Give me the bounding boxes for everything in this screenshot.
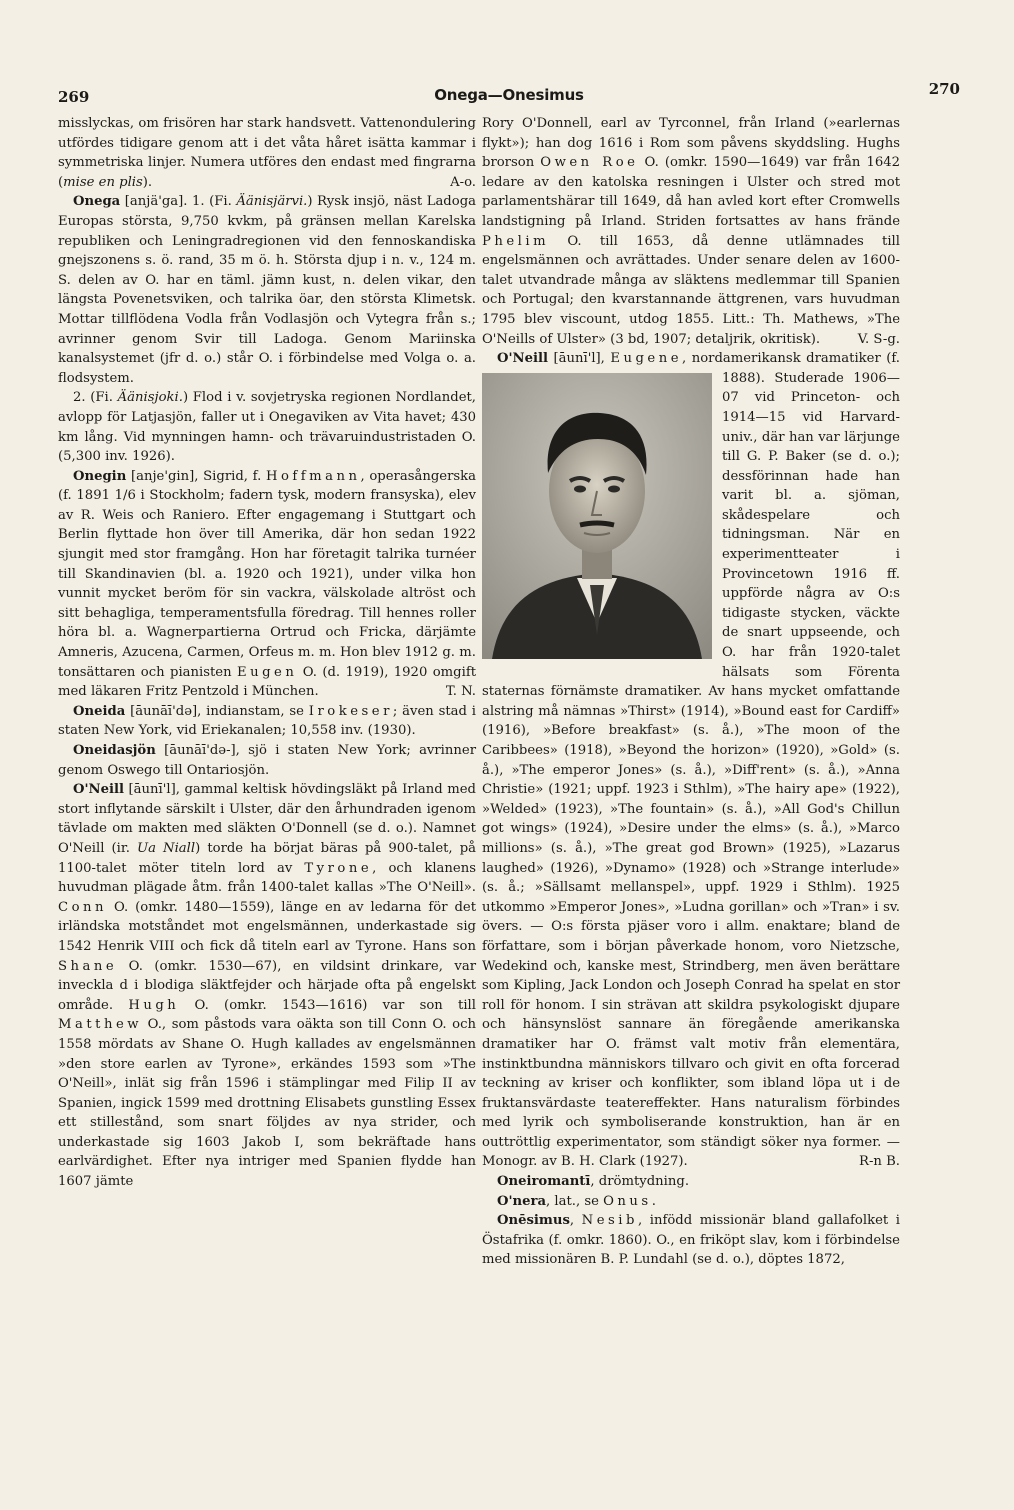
- lemma: Onega: [73, 194, 121, 210]
- lemma: Oneiromantī: [497, 1174, 591, 1190]
- page-number-left: 269: [58, 88, 90, 106]
- left-column: [58, 114, 476, 1192]
- lemma: Onegin: [73, 468, 127, 484]
- lemma: Oneidasjön: [73, 743, 156, 758]
- entry-onegin: Onegin [anje'gin], Sigrid, f. Hoffmann, operasångerska (f. 1891 1/6 i Stockholm; fadern tysk, modern fransyska), elev av R. Weis och Raniero. Efter engagemang i Stuttgart och Berlin flyttade hon över till Amerika, där hon sedan 1922 sjungit med stor framgång. Hon har företagit talrika turnéer till Skandinavien (bl. a. 1920 och 1921), under vilka hon vunnit mycket beröm för sin vackra, välskolade altröst och sitt behagliga, temperamentsfulla föredrag. Till hennes roller höra bl. a. Wagnerpartierna Ortrud och Fricka, därjämte Amneris, Azucena, Carmen, Orfeus m. m. Hon blev 1912 g. m. tonsättaren och pianisten Eugen O. (d. 1919), 1920 omgift med läkaren Fritz Pentzold i München. T. N.: [58, 467, 476, 702]
- lemma: O'Neill: [73, 782, 124, 798]
- entry-oneida: Oneida [āunāī'də], indianstam, se Irokeser; även stad i staten New York, vid Eriekanalen; 10,558 inv. (1930).: [58, 703, 477, 739]
- entry-oneiromanti: Oneiromantī, drömtydning.: [497, 1174, 690, 1190]
- page-number-right: 270: [928, 80, 960, 98]
- entry-onega-2: 2. (Fi. Äänisjoki.) Flod i v. sovjetryska regionen Nordlandet, avlopp för Latjasjön, faller ut i Onegaviken av Vita havet; 430 km lång. Vid mynningen hamn- och trävaruindustristaden O. (5,300 inv. 1926).: [58, 390, 476, 465]
- lemma: Onēsimus: [497, 1213, 570, 1229]
- entry-onera: O'nera, lat., se Onus.: [497, 1193, 656, 1209]
- entry-oneidasjon: Oneidasjön [āunāī'də-], sjö i staten New York; avrinner genom Oswego till Ontariosjön.: [58, 743, 476, 778]
- entry-onesimus: Onēsimus, Nesib, infödd missionär bland gallafolket i Östafrika (f. omkr. 1860). O., en friköpt slav, kom i förbindelse med missionären B. P. Lundahl (se d. o.), döptes 1872,: [482, 1213, 900, 1268]
- signature: V. S-g.: [857, 331, 900, 347]
- lemma: O'Neill: [497, 351, 548, 367]
- right-column: [482, 114, 900, 1270]
- entry-oneill-family: O'Neill [āunī'l], gammal keltisk hövdingsläkt på Irland med stort inflytande särskilt i Ulster, där den århundraden igenom tävlade om makten med släkten O'Donnell (se d. o.). Namnet O'Neill (ir. Ua Niall) torde ha börjat bäras på 900-talet, på 1100-talet möter titeln lord av Tyrone, och klanens huvudman plägade åtm. från 1400-talet kallas »The O'Neill». Conn O. (omkr. 1480—1559), länge en av ledarna för det irländska motståndet mot engelsmännen, underkastade sig 1542 Henrik VIII och fick då titeln earl av Tyrone. Hans son Shane O. (omkr. 1530—67), en vildsint drinkare, var inveckla d i blodiga släktfejder och härjade ofta på engelskt område. Hugh O. (omkr. 1543—1616) var son till Matthew O., som påstods vara oäkta son till Conn O. och 1558 mördats av Shane O. Hugh kallades av engelsmännen »den store earlen av Tyrone», erkändes 1593 som »The O'Neill», inlät sig från 1596 i stämplingar med Filip II av Spanien, ingick 1599 med drottning Elisabets gunstling Essex ett stillestånd, som snart följdes av nya strider, och underkastade sig 1603 Jakob I, som bekräftade hans earlvärdighet. Efter nya intriger med Spanien flydde han 1607 jämte: [58, 782, 476, 1190]
- entry-continuation: misslyckas, om frisören har stark handsvett. Vattenondulering utfördes tidigare genom att i det våta håret isätta kammar i symmetriska linjer. Numera utföres den endast med fingrarna (mise en plis). A-o.: [58, 114, 476, 192]
- entry-eugene-oneill: O'Neill [āunī'l], Eugene , nordamerikansk dramatiker (f. 1888). Studerade 1906—07 vid Princeton- och 1914—15 vid Harvard-univ., där han var lärjunge till G. P. Baker (se d. o.); dessförinnan hade han varit bl. a. sjöman, skådespelare och tidningsman. När en experimentteater i Provincetown 1916 ff. uppförde några av O:s tidigaste stycken, väckte de snart uppseende, och O. har från 1920-talet hälsats som Förenta staternas förnämste dramatiker. Av hans mycket omfattande alstring må nämnas »Thirst» (1914), »Bound east for Cardiff» (1916), »Before breakfast» (s. å.), »The moon of the Caribbees» (1918), »Beyond the horizon» (1920), »Gold» (s. å.), »The emperor Jones» (s. å.), »Diff'rent» (s. å.), »Anna Christie» (1921; uppf. 1923 i Sthlm), »The hairy ape» (1922), »Welded» (1923), »The fountain» (s. å.), »All God's Chillun got wings» (1924), »Desire under the elms» (s. å.), »Marco millions» (s. å.), »The great god Brown» (1925), »Lazarus laughed» (1926), »Dynamo» (1928) och »Strange interlude» (s. å.; »Sällsamt mellanspel», uppf. 1929 i Sthlm). 1925 utkommo »Emperor Jones», »Ludna gorillan» och »Tran» i sv. övers. — O:s första pjäser voro i allm. enaktare; bland de författare, som i början påverkade honom, voro Nietzsche, Wedekind och, kanske mest, Strindberg, men även berättare som Kipling, Jack London och Joseph Conrad ha spelat en stor roll för honom. I sin strävan att skildra psykologiskt djupare och hänsynslöst sannare än föregående amerikanska dramatiker har O. främst valt motiv från elementära, instinktbundna människors tillvaro och givit en ofta forcerad teckning av kriser och konflikter, som ibland löpa ut i de fruktansvärdaste teatereffekter. Hans naturalism förbindes med lyrik och symboliserande konstruktion, han är en outtröttlig experimentator, som ständigt söker nya former. — Monogr. av B. H. Clark (1927). R-n B.: [482, 349, 900, 1172]
- signature: A-o.: [450, 174, 476, 190]
- page-header: [58, 80, 960, 110]
- signature: T. N.: [445, 684, 476, 700]
- lemma: Oneida: [73, 703, 126, 719]
- entry-oneill-family-continued: Rory O'Donnell, earl av Tyrconnel, från Irland (»earlernas flykt»); han dog 1616 i Rom som påvens skyddsling. Hughs brorson Owen Roe O. (omkr. 1590—1649) var från 1642 ledare av den katolska resningen i Ulster och stred mot parlamentshärar till 1649, då han avled kort efter Cromwells landstigning på Irland. Striden fortsattes av hans frände Phelim O. till 1653, då denne utlämnades till engelsmännen och avrättades. Under senare delen av 1600-talet utvandrade många av släktens medlemmar till Spanien och Portugal; den kvarstannande ättgrenen, vars huvudman 1795 blev viscount, utdog 1855. Litt.: Th. Mathews, »The O'Neills of Ulster» (3 bd, 1907; detaljrik, okritisk). V. S-g.: [482, 114, 900, 349]
- portrait-image: [482, 373, 712, 659]
- page-title: Onega—Onesimus: [434, 86, 584, 104]
- portrait-photo: [482, 373, 712, 659]
- entry-onega: Onega [anjä'ga]. 1. (Fi. Äänisjärvi.) Rysk insjö, näst Ladoga Europas största, 9,750 kvkm, på gränsen mellan Karelska republiken och Leningradregionen vid den fennoskandiska gnejszonens s. ö. rand, 35 m ö. h. Största djup i n. v., 124 m. S. delen av O. har en täml. jämn kust, n. delen vikar, den längsta Povenetsviken, och talrika öar, den största Klimetsk. Mottar tillflödena Vodla från Vodlasjön och Vytegra från s.; avrinner genom Svir till Ladoga. Genom Mariinska kanalsystemet (jfr d. o.) står O. i förbindelse med Volga o. a. flodsystem.: [58, 194, 476, 386]
- lemma: O'nera: [497, 1193, 546, 1209]
- signature: R-n B.: [859, 1154, 900, 1170]
